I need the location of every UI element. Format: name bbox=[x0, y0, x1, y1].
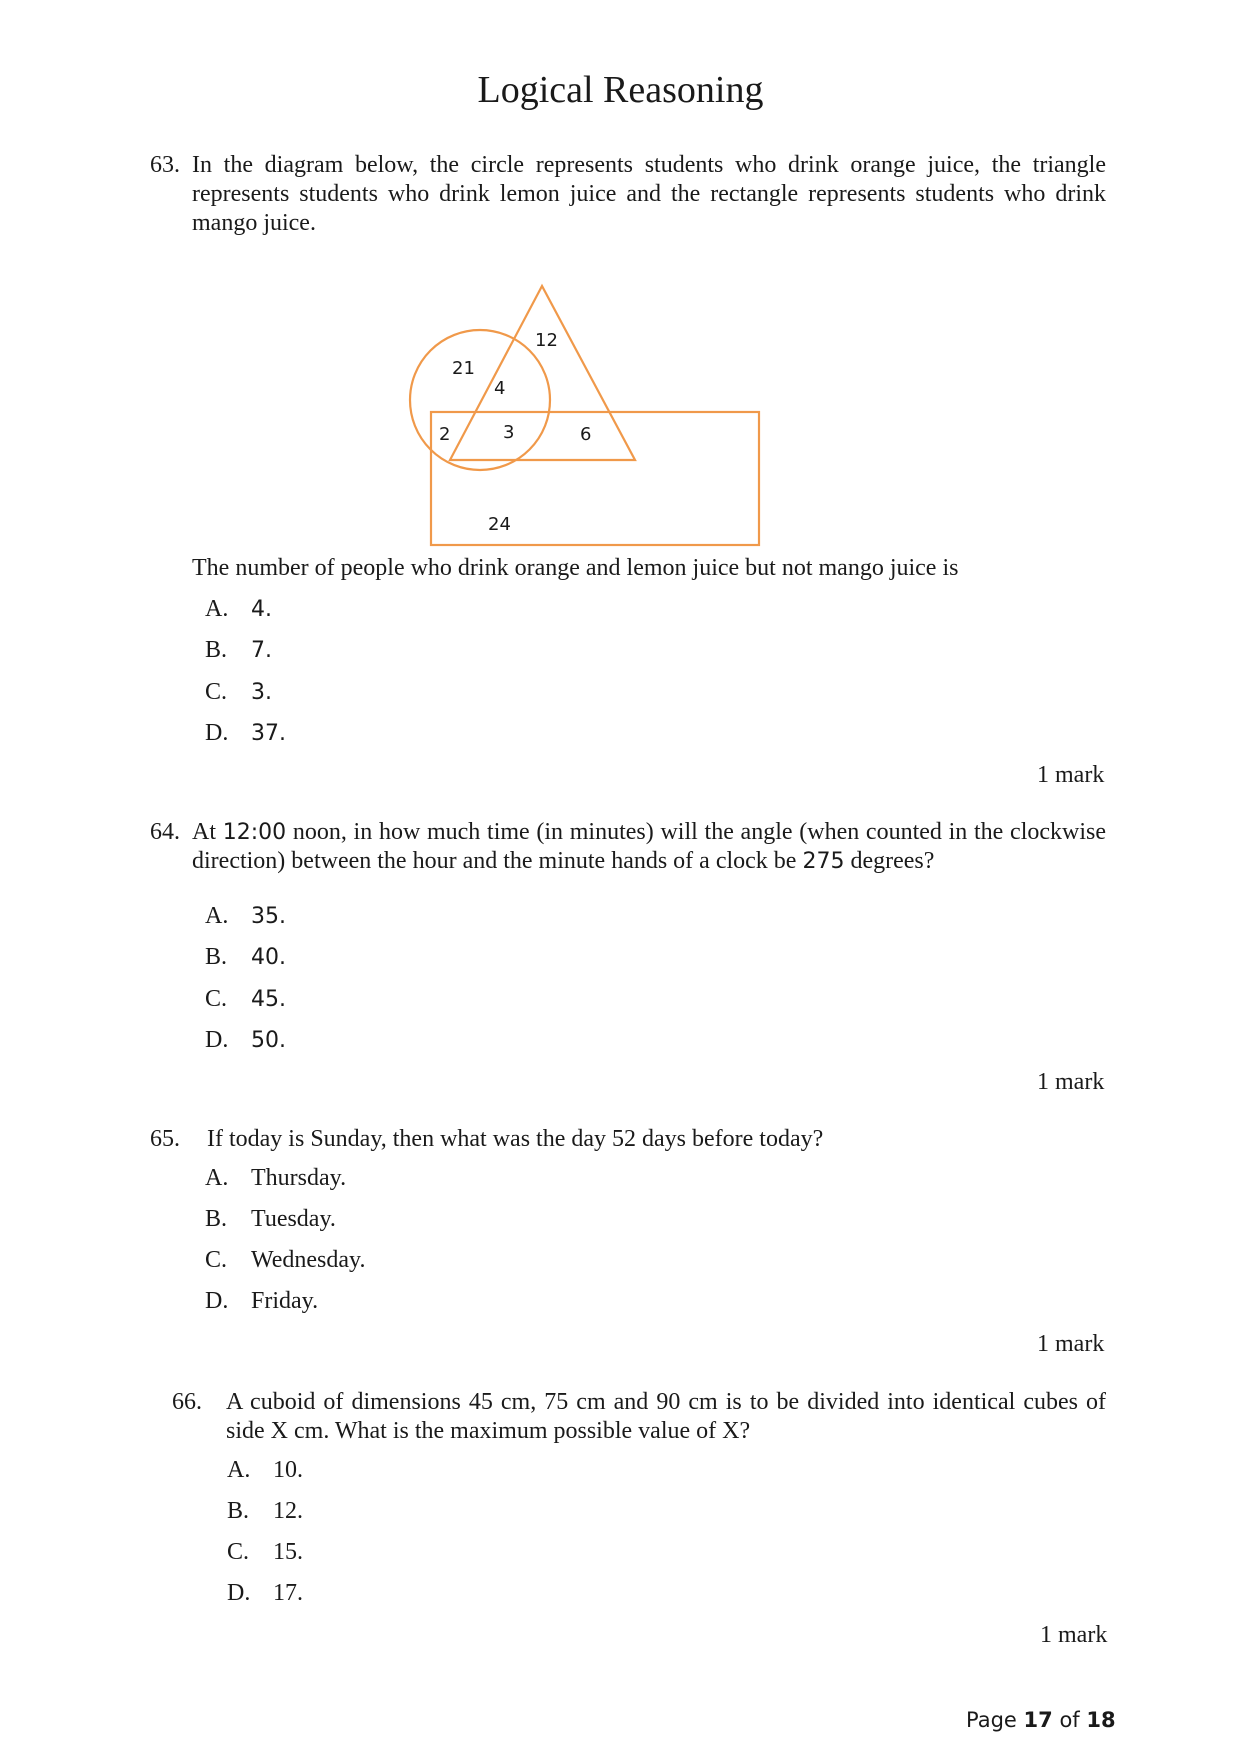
option-value: Friday. bbox=[251, 1288, 319, 1314]
option-b[interactable] bbox=[205, 1206, 336, 1233]
option-letter: D. bbox=[205, 720, 229, 746]
option-value: 50. bbox=[251, 1028, 286, 1053]
question-number: 63. bbox=[150, 152, 180, 178]
option-letter: A. bbox=[205, 596, 229, 622]
page-footer bbox=[966, 1708, 1116, 1732]
total-pages: 18 bbox=[1086, 1708, 1116, 1732]
option-letter: A. bbox=[227, 1457, 251, 1483]
option-d[interactable] bbox=[205, 720, 286, 747]
option-letter: D. bbox=[205, 1027, 229, 1053]
question-number: 65. bbox=[150, 1126, 180, 1152]
option-value: Wednesday. bbox=[251, 1247, 366, 1273]
option-value: 10. bbox=[273, 1457, 303, 1483]
option-letter: A. bbox=[205, 903, 229, 929]
option-b[interactable] bbox=[227, 1498, 303, 1525]
option-value: 37. bbox=[251, 721, 286, 746]
option-letter: B. bbox=[205, 637, 228, 663]
region-triangle-rectangle: 6 bbox=[580, 424, 592, 445]
time-value: 12:00 bbox=[222, 820, 287, 845]
option-value: 12. bbox=[273, 1498, 303, 1524]
question-number: 66. bbox=[172, 1389, 202, 1415]
region-triangle-only: 12 bbox=[535, 330, 558, 351]
option-value: 4. bbox=[251, 597, 272, 622]
region-circle-triangle: 4 bbox=[494, 378, 506, 399]
current-page: 17 bbox=[1023, 1708, 1053, 1732]
option-value: 7. bbox=[251, 638, 272, 663]
option-letter: A. bbox=[205, 1165, 229, 1191]
option-letter: B. bbox=[205, 1206, 228, 1232]
option-a[interactable] bbox=[205, 1165, 346, 1192]
option-d[interactable] bbox=[205, 1288, 318, 1315]
question-prompt: The number of people who drink orange and lemon juice but not mango juice is bbox=[192, 555, 959, 581]
option-letter: B. bbox=[205, 944, 228, 970]
option-value: 40. bbox=[251, 945, 286, 970]
venn-diagram bbox=[395, 280, 775, 550]
page-word: Page bbox=[966, 1708, 1017, 1732]
option-letter: C. bbox=[227, 1539, 250, 1565]
option-value: 45. bbox=[251, 987, 286, 1012]
lemon-juice-triangle bbox=[450, 286, 635, 460]
mango-juice-rectangle bbox=[431, 412, 759, 545]
page-title: Logical Reasoning bbox=[477, 69, 764, 111]
option-c[interactable] bbox=[205, 679, 272, 706]
venn-shapes bbox=[410, 286, 759, 545]
option-a[interactable] bbox=[205, 596, 272, 623]
question-text: If today is Sunday, then what was the day 52 days before today? bbox=[207, 1126, 824, 1152]
option-letter: D. bbox=[205, 1288, 229, 1314]
question-number: 64. bbox=[150, 819, 180, 845]
region-circle-rectangle: 2 bbox=[439, 424, 451, 445]
question-64 bbox=[150, 818, 1106, 876]
option-letter: B. bbox=[227, 1498, 250, 1524]
option-d[interactable] bbox=[227, 1580, 303, 1607]
region-rectangle-only: 24 bbox=[488, 514, 511, 535]
option-a[interactable] bbox=[227, 1457, 303, 1484]
mark-label: 1 mark bbox=[1037, 1331, 1105, 1357]
option-c[interactable] bbox=[205, 1247, 365, 1274]
option-letter: C. bbox=[205, 986, 228, 1012]
option-b[interactable] bbox=[205, 637, 272, 664]
option-b[interactable] bbox=[205, 944, 286, 971]
question-63 bbox=[150, 151, 1106, 238]
mark-label: 1 mark bbox=[1037, 1069, 1105, 1095]
option-c[interactable] bbox=[205, 986, 286, 1013]
degrees-value: 275 bbox=[802, 849, 845, 874]
question-text: In the diagram below, the circle represents students who drink orange juice, the triangle represents students who drink lemon juice and the rectangle represents students who drink mango juice. bbox=[192, 152, 1106, 236]
option-value: 35. bbox=[251, 904, 286, 929]
question-text: A cuboid of dimensions 45 cm, 75 cm and 90 cm is to be divided into identical cubes of side X cm. What is the maximum possible value of X? bbox=[226, 1389, 1106, 1444]
question-65 bbox=[150, 1125, 1106, 1154]
question-text: At 12:00 noon, in how much time (in minutes) will the angle (when counted in the clockwise direction) between the hour and the minute hands of a clock be 275 degrees? bbox=[192, 819, 1107, 874]
option-letter: C. bbox=[205, 1247, 228, 1273]
option-value: 17. bbox=[273, 1580, 303, 1606]
region-circle-only: 21 bbox=[452, 358, 475, 379]
option-d[interactable] bbox=[205, 1027, 286, 1054]
region-all-three: 3 bbox=[503, 422, 515, 443]
question-66 bbox=[172, 1388, 1106, 1446]
option-value: 3. bbox=[251, 680, 272, 705]
option-letter: D. bbox=[227, 1580, 251, 1606]
option-value: 15. bbox=[273, 1539, 303, 1565]
of-word: of bbox=[1059, 1708, 1080, 1732]
option-letter: C. bbox=[205, 679, 228, 705]
option-a[interactable] bbox=[205, 903, 286, 930]
mark-label: 1 mark bbox=[1040, 1622, 1108, 1648]
option-c[interactable] bbox=[227, 1539, 303, 1566]
option-value: Tuesday. bbox=[251, 1206, 336, 1232]
mark-label: 1 mark bbox=[1037, 762, 1105, 788]
option-value: Thursday. bbox=[251, 1165, 347, 1191]
